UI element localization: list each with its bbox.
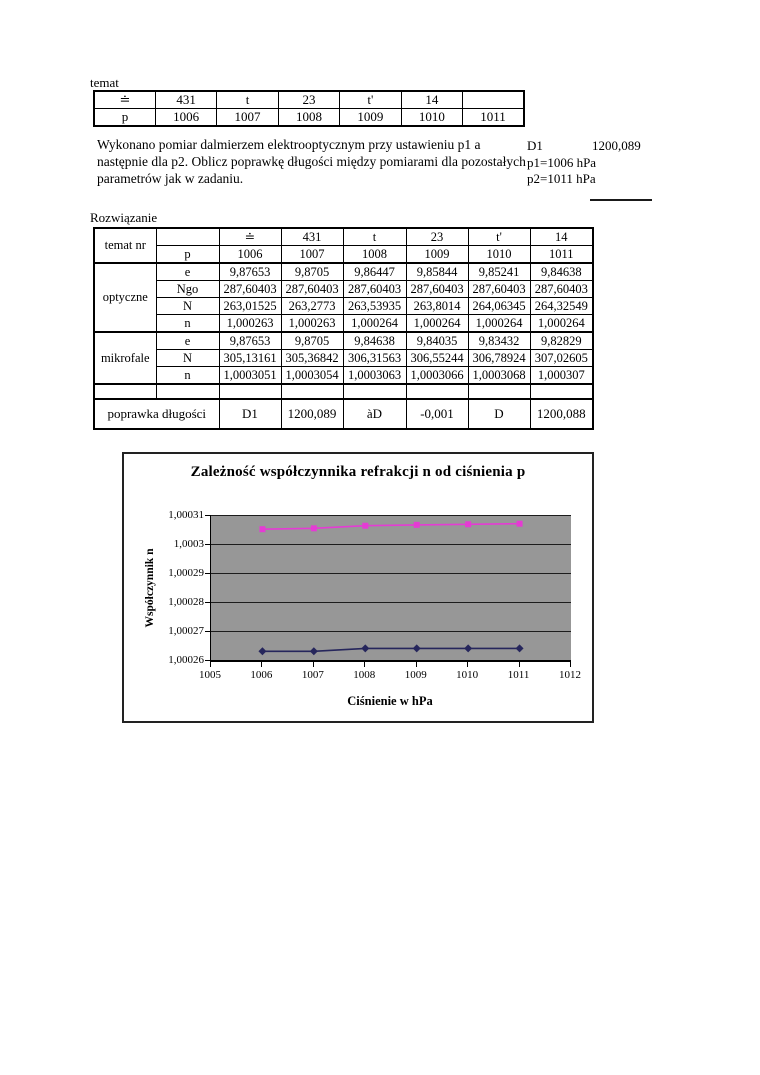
table-row [94,298,593,315]
table-cell: 9,83432 [468,332,530,350]
group-label-cell: mikrofale [94,332,156,384]
table-cell: p [94,109,155,127]
given-p1-line: p1=1006 hPa [527,154,597,170]
chart-y-axis-label: Współczynnik n [144,548,156,628]
table-cell [156,228,219,246]
table-cell: 263,01525 [219,298,281,315]
table-cell: 1,0003054 [281,367,343,385]
y-tick-mark [205,660,210,661]
temat-label: temat [90,75,119,90]
horizontal-rule [590,199,652,201]
table-row [94,332,593,350]
chart-series-layer [211,515,571,660]
temat-table [93,90,525,127]
y-tick-mark [205,544,210,545]
table-cell: 1006 [155,109,216,127]
footer-label-cell: poprawka długości [94,399,219,429]
table-row [94,91,524,109]
table-cell: 9,84638 [530,263,593,281]
x-tick-mark [210,662,211,667]
y-tick-mark [205,602,210,603]
table-row [94,228,593,246]
table-cell: 9,85844 [406,263,468,281]
x-tick-mark [313,662,314,667]
table-cell: 14 [401,91,462,109]
table-cell: 1011 [463,109,524,127]
given-block [527,138,667,188]
table-cell: t' [340,91,401,109]
x-tick-label: 1011 [507,669,530,681]
chart-plot-area [210,515,571,662]
table-cell: 1,000264 [530,315,593,333]
square-marker [414,522,420,528]
y-tick-label: 1,00026 [168,654,204,666]
diamond-marker [413,644,421,652]
diamond-marker [464,644,472,652]
y-tick-label: 1,00027 [168,625,204,637]
table-cell: 287,60403 [343,281,406,298]
x-tick-label: 1010 [456,669,479,681]
column-header-cell: t' [468,228,530,246]
x-tick-mark [261,662,262,667]
chart-title: Zależność współczynnika refrakcji n od ciśnienia p [190,464,526,480]
table-cell: 263,2773 [281,298,343,315]
table-cell [463,91,524,109]
table-cell: 1,0003051 [219,367,281,385]
square-marker [465,521,471,527]
table-cell: 287,60403 [530,281,593,298]
table-cell [156,384,219,399]
table-cell: 23 [278,91,339,109]
param-cell: e [156,263,219,281]
table-cell: 305,13161 [219,350,281,367]
x-tick-mark [416,662,417,667]
table-cell: 306,78924 [468,350,530,367]
group-label-cell: optyczne [94,263,156,332]
diamond-marker [516,644,524,652]
column-header-cell: t [343,228,406,246]
table-row [94,399,593,429]
x-tick-label: 1007 [301,669,324,681]
temat-table-body [94,91,524,126]
x-tick-mark [467,662,468,667]
table-cell: t [217,91,278,109]
table-cell [94,384,156,399]
table-cell: -0,001 [406,399,468,429]
x-tick-label: 1008 [353,669,376,681]
table-cell: 1008 [278,109,339,127]
table-cell: 9,82829 [530,332,593,350]
table-cell: 1,000263 [219,315,281,333]
table-cell: 1,000307 [530,367,593,385]
given-p2-line: p2=1011 hPa [527,171,596,186]
table-cell: 1009 [340,109,401,127]
d1-label: D1 [527,138,543,153]
table-row [94,246,593,264]
x-tick-label: 1012 [559,669,581,681]
table-row [94,281,593,298]
diamond-marker [258,647,266,655]
solution-table-body [94,228,593,429]
y-tick-mark [205,573,210,574]
table-cell: 1,000264 [468,315,530,333]
param-cell: e [156,332,219,350]
table-cell: àD [343,399,406,429]
table-cell: 9,84638 [343,332,406,350]
table-cell: 1010 [468,246,530,264]
table-cell: 1,0003068 [468,367,530,385]
table-cell: 9,85241 [468,263,530,281]
table-cell: 9,84035 [406,332,468,350]
series-line-diamond [262,648,519,651]
y-tick-label: 1,00031 [168,509,204,521]
table-cell: 305,36842 [281,350,343,367]
table-cell: 287,60403 [281,281,343,298]
solution-table [93,227,594,430]
param-cell: N [156,350,219,367]
table-cell: 1200,088 [530,399,593,429]
x-tick-label: 1006 [250,669,273,681]
table-cell: 307,02605 [530,350,593,367]
table-cell: 9,87653 [219,263,281,281]
table-cell: 263,8014 [406,298,468,315]
table-row [94,109,524,127]
table-cell: 1,0003063 [343,367,406,385]
table-cell: 306,55244 [406,350,468,367]
square-marker [362,523,368,529]
table-row [94,263,593,281]
column-header-cell: 14 [530,228,593,246]
d1-value: 1200,089 [592,138,641,153]
param-cell: p [156,246,219,264]
x-tick-mark [519,662,520,667]
table-cell: 9,8705 [281,332,343,350]
table-cell: 1200,089 [281,399,343,429]
x-tick-mark [364,662,365,667]
table-cell: 9,87653 [219,332,281,350]
table-cell: 431 [155,91,216,109]
table-cell [281,384,343,399]
table-row [94,315,593,333]
table-cell: 1009 [406,246,468,264]
y-tick-mark [205,515,210,516]
table-cell: 306,31563 [343,350,406,367]
table-cell: 287,60403 [219,281,281,298]
table-cell: 264,06345 [468,298,530,315]
table-cell: 1,000263 [281,315,343,333]
table-cell: 1007 [217,109,278,127]
diamond-marker [361,644,369,652]
table-cell [406,384,468,399]
y-tick-label: 1,0003 [173,538,204,550]
x-tick-label: 1009 [404,669,427,681]
column-header-cell: 23 [406,228,468,246]
table-cell: 287,60403 [468,281,530,298]
y-tick-mark [205,631,210,632]
refraction-chart [122,452,594,723]
square-marker [517,521,523,527]
column-header-cell: 431 [281,228,343,246]
table-cell: 1,0003066 [406,367,468,385]
square-marker [311,525,317,531]
table-cell: 287,60403 [406,281,468,298]
table-row [94,384,593,399]
diamond-marker [310,647,318,655]
table-cell: 264,32549 [530,298,593,315]
problem-text: Wykonano pomiar dalmierzem elektrooptycznym przy ustawieniu p1 a następnie dla p2. Oblicz poprawkę długości między pomiarami dla pozostałych parametrów jak w zadaniu. [97,137,526,186]
table-row [94,350,593,367]
y-tick-label: 1,00029 [168,567,204,579]
param-cell: n [156,315,219,333]
param-cell: N [156,298,219,315]
corner-cell: temat nr [94,228,156,263]
table-cell: 1010 [401,109,462,127]
table-cell: 1006 [219,246,281,264]
table-cell: 1,000264 [343,315,406,333]
y-tick-label: 1,00028 [168,596,204,608]
x-tick-mark [570,662,571,667]
table-cell: ≐ [94,91,155,109]
table-row [94,367,593,385]
table-cell: 1011 [530,246,593,264]
table-cell: 9,86447 [343,263,406,281]
table-cell: 263,53935 [343,298,406,315]
table-cell [343,384,406,399]
table-cell: D1 [219,399,281,429]
given-d1-line [527,138,667,155]
solution-label: Rozwiązanie [90,210,158,225]
chart-x-axis-label: Ciśnienie w hPa [347,694,433,708]
table-cell [219,384,281,399]
table-cell [468,384,530,399]
table-cell: 1007 [281,246,343,264]
table-cell: 9,8705 [281,263,343,281]
column-header-cell: ≐ [219,228,281,246]
series-line-square [262,524,519,530]
param-cell: Ngo [156,281,219,298]
table-cell: 1,000264 [406,315,468,333]
param-cell: n [156,367,219,385]
table-cell: 1008 [343,246,406,264]
table-cell [530,384,593,399]
x-tick-label: 1005 [199,669,221,681]
square-marker [259,526,265,532]
table-cell: D [468,399,530,429]
